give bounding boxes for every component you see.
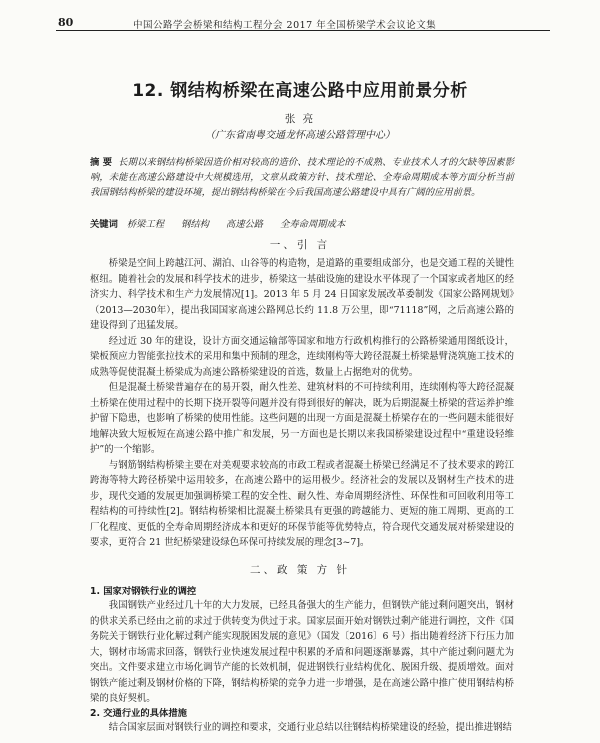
affiliation: （广东省南粤交通龙怀高速公路管理中心） [205, 130, 395, 141]
keywords-label: 关键词 [90, 219, 118, 230]
page-number: 80 [58, 16, 74, 29]
section-introduction-body [90, 256, 514, 551]
abstract-label: 摘 要 [90, 157, 113, 168]
subsection-body [90, 720, 514, 736]
paragraph: 经过近 30 年的建设，设计方面交通运输部等国家和地方行政机构推行的公路桥梁通用图纸设计，梁板预应力智能张拉技术的采用和集中预制的理念，连续刚构等大跨径混凝土桥梁悬臂浇筑施工技术的成熟等促使混凝土桥梁成为高速公路桥梁建设的首选，数量上占据绝对的优势。 [90, 335, 514, 378]
paragraph: 结合国家层面对钢铁行业的调控和要求，交通行业总结以往钢结构桥梁建设的经验，提出推进钢结 [108, 722, 512, 733]
author: 张 亮 [284, 113, 316, 125]
keyword: 高速公路 [225, 219, 264, 230]
paragraph: 与钢筋钢结构桥梁主要在对美观要求较高的市政工程或者混凝土桥梁已经满足不了技术要求的跨江跨海等特大跨径桥梁中运用较多，在高速公路中的运用极少。经济社会的发展以及钢材生产技术的进步，现代交通的发展更加强调桥梁工程的安全性、耐久性、寿命周期经济性、环保性和可回收利用等工程结构的可持续性[2]。钢结构桥梁相比混凝土桥梁具有更强的跨越能力、更短的施工周期、更高的工厂化程度、更低的全寿命周期经济成本和更好的环保节能等优势特点，符合现代交通发展对桥梁建设的要求，更符合 21 世纪桥梁建设绿色环保可持续发展的理念[3~7]。 [90, 459, 514, 548]
abstract-text: 长期以来钢结构桥梁因造价相对较高的造价、技术理论的不成熟、专业技术人才的欠缺等因素影响，未能在高速公路建设中大规模选用，文章从政策方针、技术理论、全寿命周期成本等方面分析当前我国钢结构桥梁的建设环境，提出钢结构桥梁在今后我国高速公路建设中具有广阔的应用前景。 [90, 157, 514, 198]
keyword: 桥梁工程 [126, 219, 165, 230]
paper-title: 12. 钢结构桥梁在高速公路中应用前景分析 [132, 81, 468, 101]
section-heading-policy: 二、政 策 方 针 [249, 564, 350, 576]
paragraph: 但是混凝土桥梁普遍存在的易开裂，耐久性差、建筑材料的不可持续利用，连续刚构等大跨径混凝土桥梁在使用过程中的长期下挠开裂等问题并没有得到很好的解决，既为后期混凝土桥梁的营运养护维护留下隐患，也影响了桥梁的使用性能。这些问题的出现一方面是混凝土桥梁存在的一些问题未能很好地解决致大短板短在高速公路中推广和发展，另一方面也是长期以来我国桥梁建设过程中“重建设轻维护”的一个缩影。 [90, 382, 514, 455]
keyword: 全寿命周期成本 [280, 219, 346, 230]
header-rule [56, 30, 550, 31]
subsection-title: 1. 国家对钢铁行业的调控 [90, 586, 197, 597]
paragraph: 桥梁是空间上跨越江河、湖泊、山谷等的构造物，是道路的重要组成部分，也是交通工程的关键性枢纽。随着社会的发展和科学技术的进步，桥梁这一基础设施的建设水平体现了一个国家或者地区的经济实力、科学技术和生产力发展情况[1]。2013 年 5 月 24 日国家发展改革委制发《国家公路网规划》（2013—2030年），提出我国国家高速公路网总长约 11.8 万公里，即“71118”网，之后高速公路的建设得到了迅猛发展。 [90, 258, 514, 331]
abstract [90, 155, 514, 200]
paragraph: 我国钢铁产业经过几十年的大力发展，已经具备强大的生产能力，但钢铁产能过剩问题突出，钢材的供求关系已经由之前的求过于供转变为供过于求。国家层面开始对钢铁过剩产能进行调控，文件《国务院关于钢铁行业化解过剩产能实现脱困发展的意见》（国发〔2016〕6 号）指出随着经济下行压力加大，钢材市场需求回落，钢铁行业快速发展过程中积累的矛盾和问题逐渐暴露，其中产能过剩问题尤为突出。文件要求建立市场化调节产能的长效机制，促进钢铁行业结构优化、脱困升级、提质增效。面对钢铁产能过剩及钢材价格的下降，钢结构桥梁的竞争力进一步增强，是在高速公路中推广使用钢结构桥梁的良好契机。 [90, 600, 514, 704]
subsection-title: 2. 交通行业的具体措施 [90, 708, 187, 719]
keyword: 钢结构 [181, 219, 209, 230]
section-heading-introduction: 一、引 言 [269, 239, 331, 251]
conference-title: 中国公路学会桥梁和结构工程分会 2017 年全国桥梁学术会议论文集 [133, 20, 437, 31]
subsection-body [90, 598, 514, 707]
keywords [90, 216, 514, 230]
